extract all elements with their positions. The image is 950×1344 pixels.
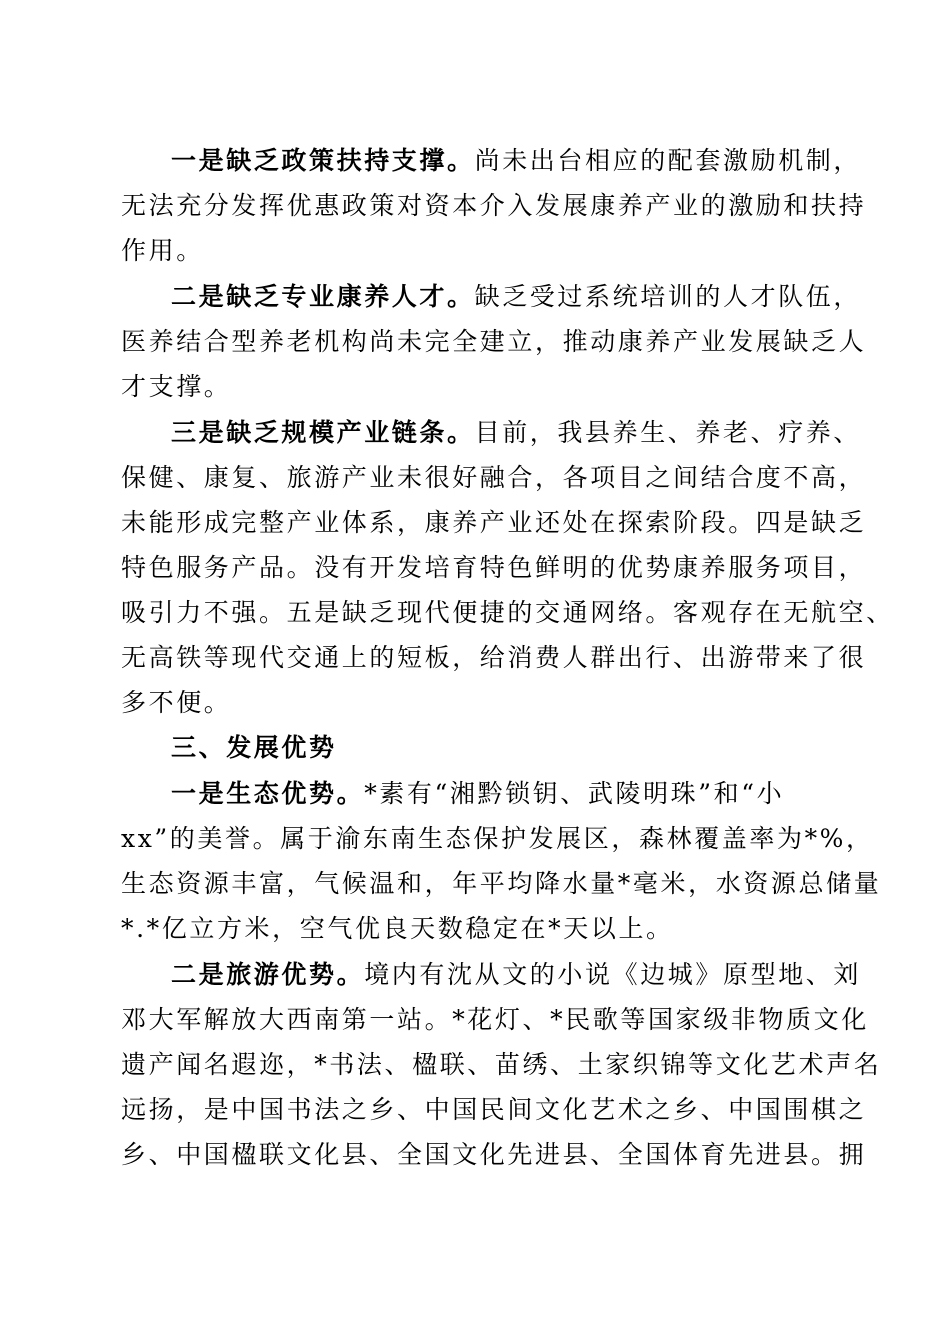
text-line [121, 1050, 881, 1080]
lead-heading: 一是缺乏政策扶持支撑。 [171, 146, 475, 175]
text-line [171, 779, 784, 809]
line-text: 尚未出台相应的配套激励机制， [474, 146, 862, 175]
text-line [171, 146, 861, 176]
text-line [121, 327, 866, 357]
lead-heading: 三是缺乏规模产业链条。 [171, 418, 475, 447]
text-line [121, 1140, 866, 1170]
line-text: 目前，我县养生、养老、疗养、 [474, 418, 862, 447]
text-line [121, 191, 866, 221]
line-text: 无高铁等现代交通上的短板，给消费人群出行、出游带来了很 [121, 643, 867, 672]
line-text: 生态资源丰富，气候温和，年平均降水量*毫米，水资源总储量 [121, 869, 882, 898]
text-line [171, 418, 861, 448]
lead-heading: 二是旅游优势。 [171, 960, 365, 989]
text-line [121, 236, 204, 266]
line-text: *素有“湘黔锁钥、武陵明珠”和“小 [364, 779, 785, 808]
text-line [121, 553, 866, 583]
line-text: xx”的美誉。属于渝东南生态保护发展区，森林覆盖率为*%， [121, 824, 874, 853]
lead-heading: 二是缺乏专业康养人才。 [171, 282, 475, 311]
line-text: 多不便。 [121, 688, 232, 717]
text-line [171, 282, 861, 312]
section-heading: 三、发展优势 [171, 733, 337, 762]
line-text: 乡、中国楹联文化县、全国文化先进县、全国体育先进县。拥 [121, 1140, 867, 1169]
line-text: 境内有沈从文的小说《边城》原型地、刘 [364, 960, 862, 989]
lead-heading: 一是生态优势。 [171, 779, 365, 808]
line-text: 才支撑。 [121, 372, 232, 401]
line-text: 特色服务产品。没有开发培育特色鲜明的优势康养服务项目， [121, 553, 867, 582]
text-line [121, 463, 866, 493]
line-text: 无法充分发挥优惠政策对资本介入发展康养产业的激励和扶持 [121, 191, 867, 220]
text-line [121, 914, 674, 944]
text-line [121, 1095, 866, 1125]
text-line [121, 372, 231, 402]
line-text: *.*亿立方米，空气优良天数稳定在*天以上。 [121, 914, 674, 943]
line-text: 缺乏受过系统培训的人才队伍， [474, 282, 862, 311]
text-line [121, 643, 866, 673]
line-text: 吸引力不强。五是缺乏现代便捷的交通网络。客观存在无航空、 [121, 598, 894, 627]
text-line [171, 960, 861, 990]
text-line [121, 869, 881, 899]
text-line [121, 824, 874, 854]
line-text: 未能形成完整产业体系，康养产业还处在探索阶段。四是缺乏 [121, 508, 867, 537]
line-text: 医养结合型养老机构尚未完全建立，推动康养产业发展缺乏人 [121, 327, 867, 356]
text-line [121, 1005, 869, 1035]
text-line [121, 688, 231, 718]
line-text: 远扬，是中国书法之乡、中国民间文化艺术之乡、中国围棋之 [121, 1095, 867, 1124]
line-text: 保健、康复、旅游产业未很好融合，各项目之间结合度不高， [121, 463, 867, 492]
line-text: 作用。 [121, 236, 204, 265]
text-line [121, 598, 894, 628]
line-text: 邓大军解放大西南第一站。*花灯、*民歌等国家级非物质文化 [121, 1005, 869, 1034]
text-line [121, 508, 866, 538]
line-text: 遗产闻名遐迩，*书法、楹联、苗绣、土家织锦等文化艺术声名 [121, 1050, 882, 1079]
